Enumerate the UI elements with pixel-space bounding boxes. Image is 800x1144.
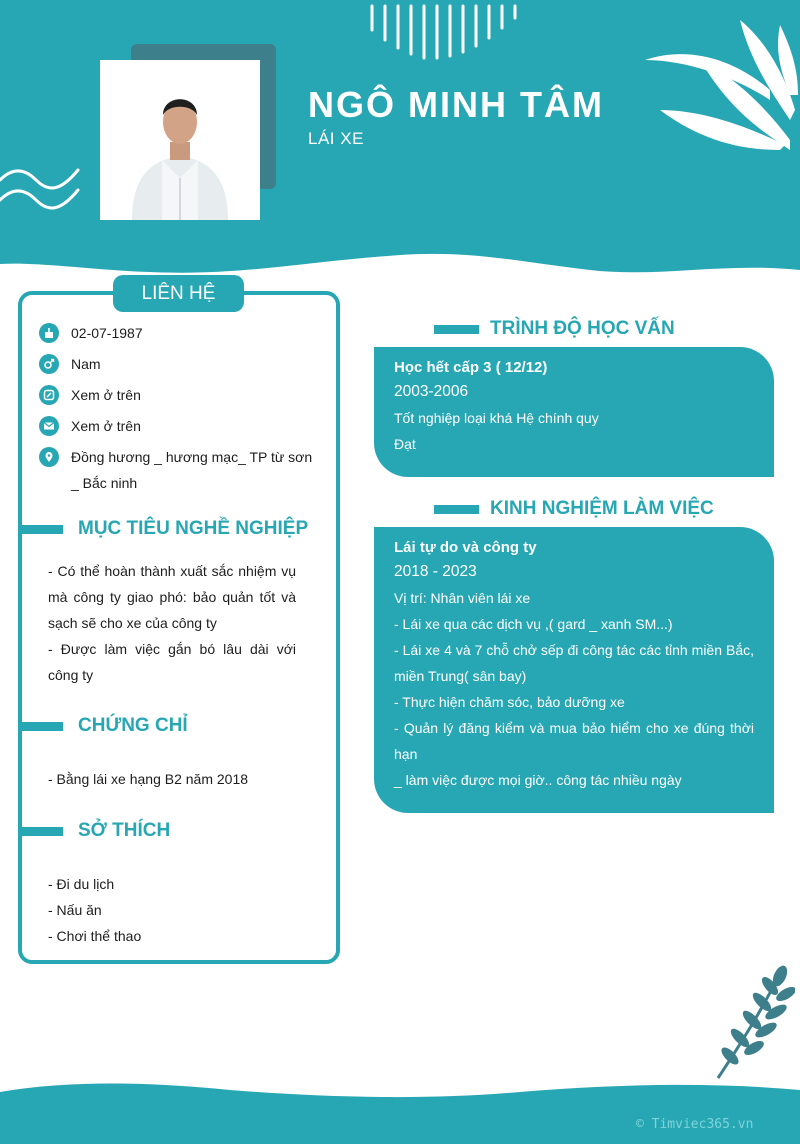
gender-icon [39, 354, 59, 374]
certificates-heading: CHỨNG CHỈ [78, 715, 188, 736]
contact-heading: LIÊN HỆ [113, 275, 244, 312]
contact-birthday [39, 323, 143, 346]
experience-card [374, 527, 774, 813]
education-detail-1: Tốt nghiệp loại khá Hệ chính quy [394, 410, 599, 426]
fern-icon [700, 960, 795, 1085]
education-heading: TRÌNH ĐỘ HỌC VẤN [490, 318, 675, 339]
birthday-text: 02-07-1987 [71, 325, 143, 341]
objective-heading: MỤC TIÊU NGHỀ NGHIỆP [78, 518, 309, 539]
email-text: Xem ở trên [71, 418, 141, 434]
contact-address [39, 447, 319, 496]
objective-bar [20, 525, 63, 534]
hobbies-bar [20, 827, 63, 836]
certificate-line-1: - Bằng lái xe hạng B2 năm 2018 [48, 771, 249, 787]
experience-heading: KINH NGHIỆM LÀM VIỆC [490, 498, 714, 519]
education-bar [434, 325, 479, 334]
certificates-bar [20, 722, 63, 731]
avatar [100, 60, 260, 220]
education-school: Học hết cấp 3 ( 12/12) [394, 359, 548, 376]
education-card [374, 347, 774, 477]
experience-detail-1: Vị trí: Nhân viên lái xe [394, 590, 531, 606]
phone-icon [39, 385, 59, 405]
contact-gender [39, 354, 101, 377]
hobby-3: - Chơi thể thao [48, 928, 142, 944]
experience-company: Lái tự do và công ty [394, 539, 537, 556]
candidate-name: NGÔ MINH TÂM [308, 84, 604, 125]
experience-period: 2018 - 2023 [394, 563, 477, 580]
hobbies-heading: SỞ THÍCH [78, 820, 171, 841]
objective-line-1: - Có thể hoàn thành xuất sắc nhiệm vụ mà công ty giao phó: bảo quản tốt và sạch sẽ cho xe của công ty [48, 563, 296, 631]
experience-bar [434, 505, 479, 514]
experience-detail-2: - Lái xe qua các dịch vụ ,( gard _ xanh SM...) [394, 616, 673, 632]
education-detail-2: Đạt [394, 436, 416, 452]
gender-text: Nam [71, 356, 101, 372]
watermark: © Timviec365.vn [636, 1117, 754, 1132]
footer-background [0, 1070, 800, 1144]
location-pin-icon [39, 447, 59, 467]
experience-detail-6: _ làm việc được mọi giờ.. công tác nhiều ngày [394, 772, 682, 788]
hobby-2: - Nấu ăn [48, 902, 102, 918]
experience-detail-4: - Thực hiện chăm sóc, bảo dưỡng xe [394, 694, 625, 710]
hobby-1: - Đi du lịch [48, 876, 115, 892]
job-title: LÁI XE [308, 129, 364, 148]
contact-email [39, 416, 141, 439]
phone-text: Xem ở trên [71, 387, 141, 403]
education-period: 2003-2006 [394, 383, 469, 400]
objective-line-2: - Được làm việc gắn bó lâu dài với công ty [48, 641, 296, 683]
experience-detail-5: - Quản lý đăng kiểm và mua bảo hiểm cho xe đúng thời hạn [394, 720, 754, 762]
contact-phone [39, 385, 141, 408]
birthday-cake-icon [39, 323, 59, 343]
experience-detail-3: - Lái xe 4 và 7 chỗ chở sếp đi công tác các tỉnh miền Bắc, miền Trung( sân bay) [394, 642, 754, 684]
address-text: Đồng hương _ hương mạc_ TP từ sơn _ Bắc ninh [71, 449, 313, 491]
email-icon [39, 416, 59, 436]
